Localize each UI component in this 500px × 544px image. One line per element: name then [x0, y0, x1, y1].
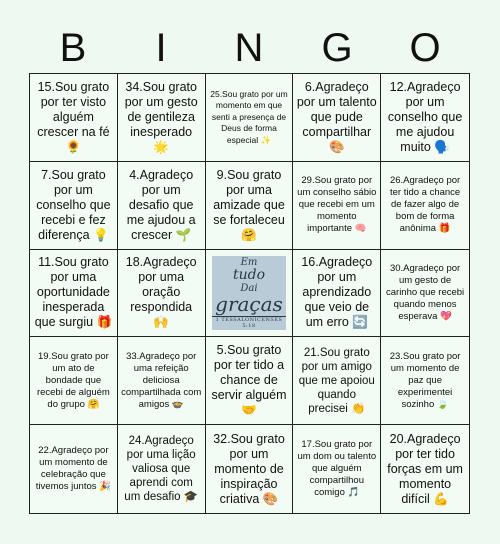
bingo-cell-text: 32.Sou grato por um momento de inspiração criativa 🎨 — [213, 431, 285, 506]
bingo-cell-text: 16.Agradeço por um aprendizado que veio de um erro 🔄 — [301, 255, 373, 330]
bingo-cell-text: 22.Agradeço por um momento de celebração que tivemos juntos 🎉 — [35, 445, 111, 493]
bingo-cell[interactable] — [293, 74, 381, 162]
bingo-cell-text: 4.Agradeço por um desafio que me ajudou a crescer 🌱 — [126, 167, 196, 242]
bingo-cell-text: 19.Sou grato por um ato de bondade que recebi de alguém do grupo 🤗 — [36, 350, 110, 410]
bingo-cell[interactable] — [30, 162, 118, 250]
bingo-cell[interactable] — [381, 337, 469, 425]
bingo-cell-text: 34.Sou grato por um gesto de gentileza inesperado 🌟 — [124, 79, 198, 154]
bingo-cell-text: 29.Sou grato por um conselho sábio que recebi em um momento importante 🧠 — [297, 175, 377, 235]
bingo-cell[interactable] — [118, 425, 206, 513]
bingo-cell-text: 7.Sou grato por um conselho que recebi e fez diferença 💡 — [36, 167, 111, 242]
bingo-cell[interactable] — [30, 74, 118, 162]
free-word-em: Em — [240, 256, 258, 268]
free-word-dai: Dai — [240, 282, 258, 294]
header-letter-i: I — [155, 26, 167, 70]
bingo-cell[interactable] — [30, 425, 118, 513]
free-word-gracas: graças — [215, 291, 283, 316]
header-letter-b: B — [59, 26, 87, 70]
bingo-card — [29, 73, 470, 514]
bingo-cell-text: 25.Sou grato por um momento em que senti a presença de Deus de forma especial ✨ — [210, 88, 288, 145]
bingo-cell[interactable] — [118, 162, 206, 250]
bingo-cell[interactable] — [293, 425, 381, 513]
bingo-cell-text: 18.Agradeço por uma oração respondida 🙌 — [125, 255, 197, 330]
bingo-cell-text: 15.Sou grato por ter visto alguém crescer na fé 🌻 — [37, 79, 110, 154]
free-word-tudo: tudo — [232, 266, 266, 283]
bingo-cell-text: 11.Sou grato por uma oportunidade inesperada que surgiu 🎁 — [34, 255, 113, 330]
bingo-cell[interactable] — [206, 74, 294, 162]
bingo-cell-text: 17.Sou grato por um dom ou talento que alguém compartilhou comigo 🎵 — [297, 439, 377, 499]
bingo-cell[interactable] — [381, 74, 469, 162]
bingo-cell[interactable] — [118, 337, 206, 425]
bingo-cell[interactable] — [381, 425, 469, 513]
bingo-cell-text: 30.Agradeço por um gesto de carinho que recebi quando menos esperava 💖 — [386, 262, 465, 322]
bingo-cell[interactable] — [381, 250, 469, 338]
bingo-cell-text: 12.Agradeço por um conselho que me ajudou muito 🗣️ — [387, 79, 463, 154]
bingo-cell-text: 23.Sou grato por um momento de paz que experimentei sozinho 🍃 — [389, 350, 461, 410]
bingo-cell-text: 5.Sou grato por ter tido a chance de servir alguém 🤝 — [211, 343, 287, 418]
bingo-cell-text: 26.Agradeço por ter tido a chance de fazer algo de bom de forma anônima 🎁 — [389, 175, 461, 235]
free-word-ref: 1 TESSALONICENSES 5:18 — [212, 316, 287, 329]
bingo-cell[interactable] — [30, 250, 118, 338]
bingo-cell-text: 9.Sou grato por uma amizade que se fortaleceu 🤗 — [213, 167, 285, 242]
bingo-cell[interactable] — [206, 425, 294, 513]
bingo-cell[interactable] — [206, 337, 294, 425]
bingo-cell-text: 33.Agradeço por uma refeição deliciosa compartilhada com amigos 🍲 — [121, 350, 202, 410]
free-space-image — [212, 256, 287, 331]
bingo-cell[interactable] — [293, 162, 381, 250]
bingo-header — [29, 24, 469, 72]
bingo-free-space[interactable] — [206, 250, 294, 338]
bingo-cell[interactable] — [293, 250, 381, 338]
bingo-cell[interactable] — [30, 337, 118, 425]
bingo-cell-text: 21.Sou grato por um amigo que me apoiou quando precisei 👏 — [298, 346, 375, 415]
bingo-cell[interactable] — [381, 162, 469, 250]
bingo-cell[interactable] — [206, 162, 294, 250]
header-letter-n: N — [234, 26, 264, 70]
bingo-cell-text: 6.Agradeço por um talento que pude compartilhar 🎨 — [296, 79, 377, 154]
bingo-cell-text: 24.Agradeço por uma lição valiosa que aprendi com um desafio 🎓 — [124, 435, 199, 504]
bingo-cell[interactable] — [118, 74, 206, 162]
header-letter-g: G — [321, 26, 353, 70]
bingo-cell-text: 20.Agradeço por ter tido forças em um momento difícil 💪 — [387, 431, 463, 506]
header-letter-o: O — [409, 26, 441, 70]
bingo-cell[interactable] — [293, 337, 381, 425]
bingo-cell[interactable] — [118, 250, 206, 338]
